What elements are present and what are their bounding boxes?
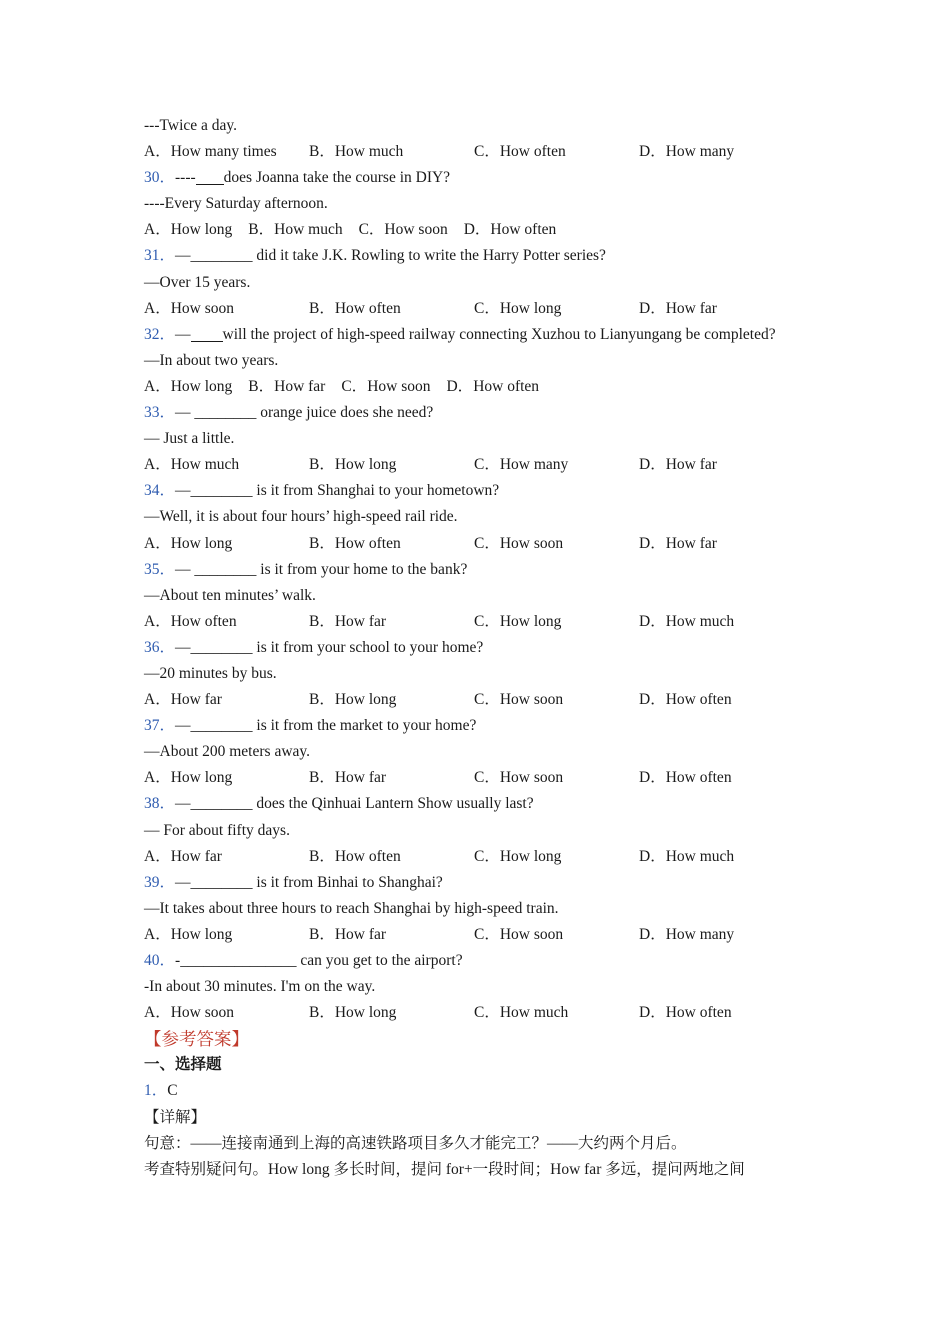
option-c[interactable]: C．How soon [474, 691, 564, 709]
worksheet [144, 113, 804, 1183]
question-number: 35． [144, 560, 176, 578]
detail-label: 【详解】 [144, 1108, 207, 1126]
section-heading: 一、选择题 [144, 1056, 222, 1074]
option-d[interactable]: D．How many [639, 143, 735, 161]
option-c[interactable]: C．How soon [474, 769, 564, 787]
option-b[interactable]: B．How long [309, 691, 397, 709]
question-number: 33． [144, 404, 176, 422]
option-c[interactable]: C．How long [474, 847, 562, 865]
option-a[interactable]: A．How long [144, 925, 233, 943]
option-d[interactable]: D．How often [639, 769, 732, 787]
options-row [144, 844, 804, 870]
option-d[interactable]: D．How far [639, 534, 717, 552]
question-number: 34． [144, 482, 176, 500]
answer-line: —Well, it is about four hours’ high-speed rail ride. [144, 508, 458, 526]
option-d[interactable]: D．How much [639, 612, 735, 630]
option-a[interactable]: A．How often [144, 612, 237, 630]
question-stem: is it from Binhai to Shanghai? [252, 873, 443, 891]
answer-blank: ________ [194, 560, 257, 578]
question-stem: is it from your home to the bank? [256, 560, 468, 578]
answer-line: —20 minutes by bus. [144, 664, 277, 682]
question-40: 40．-_______________ can you get to the airport? [144, 952, 463, 969]
option-b[interactable]: B．How long [309, 1004, 397, 1022]
answer-line: —About 200 meters away. [144, 743, 311, 761]
answer-line: ---Twice a day. [144, 117, 238, 134]
option-b[interactable]: B．How often [309, 534, 401, 552]
answer-blank: ________ [190, 482, 253, 500]
question-32: 32．— will the project of high-speed railway connecting Xuzhou to Lianyungang be completed? [144, 325, 776, 343]
question-stem: is it from the market to your home? [252, 717, 477, 735]
options-row [144, 217, 804, 243]
answer-line: —About ten minutes’ walk. [144, 586, 316, 604]
option-d[interactable]: D．How many [639, 925, 735, 943]
answer-key-title: 【参考答案】 [144, 1029, 249, 1050]
question-31: 31．—________ did it take J.K. Rowling to write the Harry Potter series? [144, 247, 606, 265]
option-d[interactable]: D．How often [639, 1004, 732, 1022]
option-c[interactable]: C．How soon [341, 377, 431, 395]
question-stem: is it from Shanghai to your hometown? [252, 482, 500, 500]
answer-blank: ________ [190, 795, 253, 813]
option-a[interactable]: A．How long [144, 769, 233, 787]
option-a[interactable]: A．How many times [144, 143, 277, 161]
answer-blank: ________ [190, 873, 253, 891]
options-row [144, 609, 804, 635]
question-34: 34．—________ is it from Shanghai to your hometown? [144, 482, 500, 500]
question-33: 33．— ________ orange juice does she need? [144, 404, 434, 422]
answer-line: — Just a little. [144, 430, 235, 448]
option-a[interactable]: A．How soon [144, 1004, 234, 1022]
option-b[interactable]: B．How much [248, 221, 343, 239]
question-number: 36． [144, 638, 176, 656]
option-d[interactable]: D．How often [463, 221, 557, 239]
option-a[interactable]: A．How long [144, 534, 233, 552]
answer-line: — For about fifty days. [144, 821, 290, 839]
option-c[interactable]: C．How often [474, 143, 566, 161]
answer-line: —It takes about three hours to reach Shanghai by high-speed train. [144, 899, 559, 917]
question-stem: will the project of high-speed railway connecting Xuzhou to Lianyungang be completed? [222, 325, 776, 343]
option-d[interactable]: D．How often [639, 691, 732, 709]
option-b[interactable]: B．How far [248, 377, 326, 395]
question-stem: does Joanna take the course in DIY? [223, 169, 451, 187]
option-c[interactable]: C．How long [474, 612, 562, 630]
option-b[interactable]: B．How far [309, 612, 387, 630]
question-39: 39．—________ is it from Binhai to Shanghai? [144, 873, 443, 891]
option-d[interactable]: D．How much [639, 847, 735, 865]
answer-line: ----Every Saturday afternoon. [144, 195, 328, 213]
option-a[interactable]: A．How long [144, 221, 233, 239]
answer-item [144, 1078, 804, 1104]
answer-blank: ________ [190, 638, 253, 656]
options-row [144, 452, 804, 478]
answer-line: —In about two years. [144, 351, 279, 369]
answer-blank: ________ [190, 247, 253, 265]
question-number: 30． [144, 169, 176, 187]
question-stem: is it from your school to your home? [252, 638, 484, 656]
option-c[interactable]: C．How much [474, 1004, 569, 1022]
options-row [144, 1000, 804, 1026]
option-d[interactable]: D．How far [639, 456, 717, 474]
options-row [144, 374, 804, 400]
option-d[interactable]: D．How often [446, 377, 540, 395]
answer-blank: _______________ [180, 952, 297, 969]
question-37: 37．—________ is it from the market to your home? [144, 717, 477, 735]
option-b[interactable]: B．How long [309, 456, 397, 474]
options-row [144, 531, 804, 557]
question-stem: does the Qinhuai Lantern Show usually last? [252, 795, 534, 813]
answer-value: C [167, 1082, 178, 1100]
translation-text: 句意：——连接南通到上海的高速铁路项目多久才能完工？——大约两个月后。 [144, 1134, 687, 1152]
question-30: 30．---- does Joanna take the course in DIY? [144, 169, 451, 187]
options-row [144, 922, 804, 948]
options-row [144, 687, 804, 713]
option-a[interactable]: A．How soon [144, 299, 234, 317]
question-stem: did it take J.K. Rowling to write the Harry Potter series? [252, 247, 606, 265]
answer-line: -In about 30 minutes. I'm on the way. [144, 978, 376, 996]
option-a[interactable]: A．How long [144, 377, 233, 395]
option-c[interactable]: C．How many [474, 456, 569, 474]
option-b[interactable]: B．How far [309, 769, 387, 787]
question-35: 35．— ________ is it from your home to the bank? [144, 560, 468, 578]
options-row [144, 765, 804, 791]
question-number: 31． [144, 247, 176, 265]
question-number: 32． [144, 325, 176, 343]
question-number: 39． [144, 873, 176, 891]
option-c[interactable]: C．How soon [474, 534, 564, 552]
question-stem: can you get to the airport? [296, 952, 463, 969]
answer-blank [196, 168, 224, 185]
question-38: 38．—________ does the Qinhuai Lantern Show usually last? [144, 795, 534, 813]
options-row [144, 296, 804, 322]
option-b[interactable]: B．How often [309, 847, 401, 865]
option-a[interactable]: A．How much [144, 456, 240, 474]
options-row [144, 139, 804, 165]
answer-line: —Over 15 years. [144, 273, 251, 291]
option-c[interactable]: C．How long [474, 299, 562, 317]
answer-blank [191, 325, 223, 342]
option-c[interactable]: C．How soon [474, 925, 564, 943]
option-b[interactable]: B．How much [309, 143, 404, 161]
question-number: 38． [144, 795, 176, 813]
question-number: 40． [144, 952, 176, 969]
answer-blank: ________ [190, 717, 253, 735]
option-b[interactable]: B．How far [309, 925, 387, 943]
option-d[interactable]: D．How far [639, 299, 717, 317]
option-a[interactable]: A．How far [144, 691, 222, 709]
answer-blank: ________ [194, 404, 257, 422]
option-c[interactable]: C．How soon [358, 221, 448, 239]
question-number: 37． [144, 717, 176, 735]
explanation-text: 考查特别疑问句。How long 多长时间，提问 for+一段时间；How far 多远，提问两地之间 [144, 1160, 745, 1178]
option-a[interactable]: A．How far [144, 847, 222, 865]
question-stem: orange juice does she need? [256, 404, 434, 422]
option-b[interactable]: B．How often [309, 299, 401, 317]
question-36: 36．—________ is it from your school to your home? [144, 638, 484, 656]
answer-number: 1． [144, 1082, 168, 1100]
